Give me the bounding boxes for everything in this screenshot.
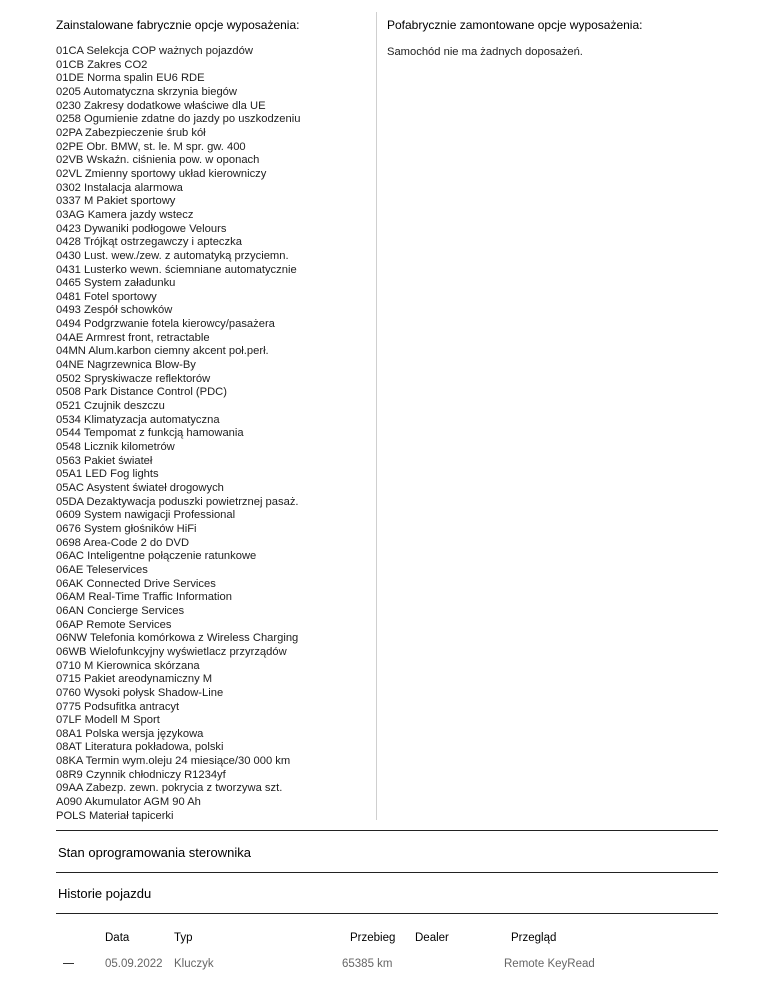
list-item: 07LF Modell M Sport (56, 714, 160, 727)
list-item: 01DE Norma spalin EU6 RDE (56, 72, 205, 85)
aftermarket-options-column (387, 16, 727, 59)
history-header-type: Typ (174, 932, 193, 944)
list-item: 06AM Real-Time Traffic Information (56, 591, 232, 604)
list-item: 08R9 Czynnik chłodniczy R1234yf (56, 768, 226, 781)
divider-bottom (56, 913, 718, 914)
list-item: 03AG Kamera jazdy wstecz (56, 208, 194, 221)
list-item: 04AE Armrest front, retractable (56, 331, 210, 344)
column-divider (376, 12, 377, 820)
list-item: 0430 Lust. wew./zew. z automatyką przyciemn. (56, 249, 289, 262)
list-item: 0302 Instalacja alarmowa (56, 181, 183, 194)
history-section-title[interactable]: Historie pojazdu (58, 886, 152, 901)
list-item: A090 Akumulator AGM 90 Ah (56, 796, 201, 809)
list-item: 01CA Selekcja COP ważnych pojazdów (56, 45, 253, 57)
history-header-mileage: Przebieg (350, 932, 396, 944)
list-item: 0715 Pakiet areodynamiczny M (56, 673, 213, 686)
list-item: 0230 Zakresy dodatkowe właściwe dla UE (56, 99, 266, 112)
list-item: 04MN Alum.karbon ciemny akcent poł.perł. (56, 345, 269, 358)
software-section-title[interactable]: Stan oprogramowania sterownika (58, 845, 251, 860)
history-row-inspection: Remote KeyRead (504, 958, 595, 970)
history-row-date: 05.09.2022 (105, 958, 163, 970)
history-row-mileage: 65385 km (342, 958, 393, 970)
aftermarket-options-heading: Pofabrycznie zamontowane opcje wyposażenia: (387, 18, 643, 32)
history-header-date: Data (105, 932, 130, 944)
list-item: 06AK Connected Drive Services (56, 577, 216, 590)
list-item: 06AE Teleservices (56, 563, 148, 576)
list-item: 0502 Spryskiwacze reflektorów (56, 372, 211, 385)
list-item: 02VB Wskaźn. ciśnienia pow. w oponach (56, 154, 260, 167)
list-item: 06WB Wielofunkcyjny wyświetlacz przyrządów (56, 645, 287, 658)
history-header-inspection: Przegląd (511, 932, 557, 944)
list-item: 0493 Zespół schowków (56, 304, 173, 317)
factory-options-list (56, 45, 376, 823)
list-item: 0548 Licznik kilometrów (56, 441, 175, 454)
list-item: 06AC Inteligentne połączenie ratunkowe (56, 550, 257, 563)
list-item: 0494 Podgrzwanie fotela kierowcy/pasażera (56, 318, 275, 331)
list-item: 01CB Zakres CO2 (56, 58, 148, 71)
list-item: 08A1 Polska wersja językowa (56, 727, 204, 740)
list-item: 0423 Dywaniki podłogowe Velours (56, 222, 227, 235)
list-item: 0481 Fotel sportowy (56, 290, 157, 303)
list-item: 0563 Pakiet świateł (56, 454, 153, 467)
list-item: 02VL Zmienny sportowy układ kierowniczy (56, 167, 267, 180)
list-item: 06NW Telefonia komórkowa z Wireless Charging (56, 632, 299, 645)
list-item: 08KA Termin wym.oleju 24 miesiące/30 000 km (56, 755, 291, 768)
list-item: 0676 System głośników HiFi (56, 522, 197, 535)
history-row-type: Kluczyk (174, 958, 214, 970)
list-item: 0710 M Kierownica skórzana (56, 659, 200, 672)
list-item: 05AC Asystent świateł drogowych (56, 482, 224, 494)
list-item: 0775 Podsufitka antracyt (56, 700, 180, 713)
list-item: 0205 Automatyczna skrzynia biegów (56, 85, 237, 98)
list-item: 0609 System nawigacji Professional (56, 509, 236, 522)
list-item: 06AP Remote Services (56, 618, 172, 631)
history-header-dealer: Dealer (415, 932, 449, 944)
list-item: 0534 Klimatyzacja automatyczna (56, 413, 220, 426)
list-item: 04NE Nagrzewnica Blow-By (56, 359, 196, 372)
list-item: 05DA Dezaktywacja poduszki powietrznej pasaż. (56, 495, 299, 508)
minus-icon[interactable] (63, 963, 74, 964)
list-item: 0258 Ogumienie zdatne do jazdy po uszkodzeniu (56, 113, 301, 126)
list-item: POLS Materiał tapicerki (56, 809, 174, 822)
list-item: 0544 Tempomat z funkcją hamowania (56, 427, 244, 440)
factory-options-column (56, 16, 376, 823)
list-item: 0508 Park Distance Control (PDC) (56, 386, 227, 399)
list-item: 02PE Obr. BMW, st. le. M spr. gw. 400 (56, 140, 246, 153)
list-item: 0465 System załadunku (56, 277, 176, 290)
list-item: 0428 Trójkąt ostrzegawczy i apteczka (56, 236, 242, 249)
list-item: 0698 Area-Code 2 do DVD (56, 536, 190, 549)
aftermarket-options-text: Samochód nie ma żadnych doposażeń. (387, 46, 583, 58)
factory-options-heading: Zainstalowane fabrycznie opcje wyposażenia: (56, 18, 300, 32)
list-item: 02PA Zabezpieczenie śrub kół (56, 126, 206, 139)
list-item: 0431 Lusterko wewn. ściemniane automatycznie (56, 263, 297, 276)
list-item: 0521 Czujnik deszczu (56, 400, 165, 413)
list-item: 06AN Concierge Services (56, 604, 185, 617)
list-item: 0337 M Pakiet sportowy (56, 195, 176, 208)
divider-middle (56, 872, 718, 873)
list-item: 0760 Wysoki połysk Shadow-Line (56, 686, 224, 699)
list-item: 09AA Zabezp. zewn. pokrycia z tworzywa szt. (56, 782, 283, 795)
divider-top (56, 830, 718, 831)
list-item: 05A1 LED Fog lights (56, 468, 159, 481)
list-item: 08AT Literatura pokładowa, polski (56, 741, 224, 754)
